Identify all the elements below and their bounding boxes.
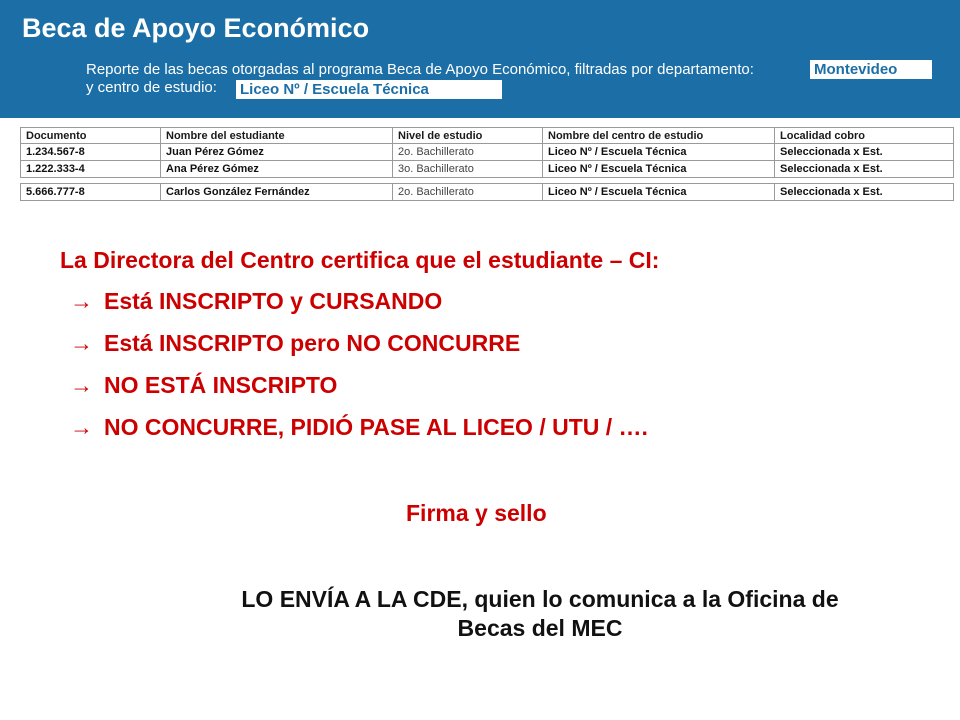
certification-intro: La Directora del Centro certifica que el estudiante – CI:	[60, 247, 660, 273]
certification-option	[70, 288, 442, 315]
routing-line-1: LO ENVÍA A LA CDE, quien lo comunica a la Oficina de	[241, 586, 839, 612]
report-description: Reporte de las becas otorgadas al programa Beca de Apoyo Económico, filtradas por departamento:	[86, 61, 754, 78]
cell-nivel: 2o. Bachillerato	[393, 184, 543, 201]
arrow-right-icon: →	[70, 330, 93, 356]
cell-centro: Liceo Nº / Escuela Técnica	[543, 161, 775, 178]
cell-centro: Liceo Nº / Escuela Técnica	[543, 144, 775, 161]
cell-documento: 5.666.777-8	[21, 184, 161, 201]
table-header-row	[21, 128, 954, 144]
column-header-nombre-estudiante[interactable]: Nombre del estudiante	[161, 128, 393, 144]
cell-documento: 1.222.333-4	[21, 161, 161, 178]
department-filter-value[interactable]: Montevideo	[810, 60, 932, 79]
header-banner	[0, 0, 960, 118]
table-row[interactable]	[21, 144, 954, 161]
column-header-documento[interactable]: Documento	[21, 128, 161, 144]
certification-option	[70, 414, 648, 441]
cell-nombre: Ana Pérez Gómez	[161, 161, 393, 178]
table-row[interactable]	[21, 161, 954, 178]
arrow-right-icon: →	[70, 372, 93, 398]
routing-instruction	[150, 585, 930, 643]
certification-option	[70, 372, 337, 399]
cell-nivel: 2o. Bachillerato	[393, 144, 543, 161]
cell-localidad: Seleccionada x Est.	[775, 184, 954, 201]
option-label: Está INSCRIPTO pero NO CONCURRE	[104, 330, 521, 356]
cell-centro: Liceo Nº / Escuela Técnica	[543, 184, 775, 201]
arrow-right-icon: →	[70, 288, 93, 314]
column-header-localidad[interactable]: Localidad cobro	[775, 128, 954, 144]
cell-nombre: Carlos González Fernández	[161, 184, 393, 201]
cell-documento: 1.234.567-8	[21, 144, 161, 161]
column-header-nivel[interactable]: Nivel de estudio	[393, 128, 543, 144]
certification-option	[70, 330, 520, 357]
school-filter-value[interactable]: Liceo Nº / Escuela Técnica	[236, 80, 502, 99]
cell-localidad: Seleccionada x Est.	[775, 144, 954, 161]
option-label: Está INSCRIPTO y CURSANDO	[104, 288, 443, 314]
option-label: NO CONCURRE, PIDIÓ PASE AL LICEO / UTU / ….	[104, 414, 648, 440]
page-title: Beca de Apoyo Económico	[22, 13, 370, 43]
signature-label: Firma y sello	[406, 500, 547, 526]
option-label: NO ESTÁ INSCRIPTO	[104, 372, 338, 398]
table-row[interactable]	[21, 184, 954, 201]
cell-localidad: Seleccionada x Est.	[775, 161, 954, 178]
cell-nivel: 3o. Bachillerato	[393, 161, 543, 178]
routing-line-2: Becas del MEC	[457, 615, 623, 641]
arrow-right-icon: →	[70, 414, 93, 440]
report-description-continued: y centro de estudio:	[86, 79, 217, 96]
scholarship-table	[20, 127, 954, 201]
cell-nombre: Juan Pérez Gómez	[161, 144, 393, 161]
column-header-centro[interactable]: Nombre del centro de estudio	[543, 128, 775, 144]
